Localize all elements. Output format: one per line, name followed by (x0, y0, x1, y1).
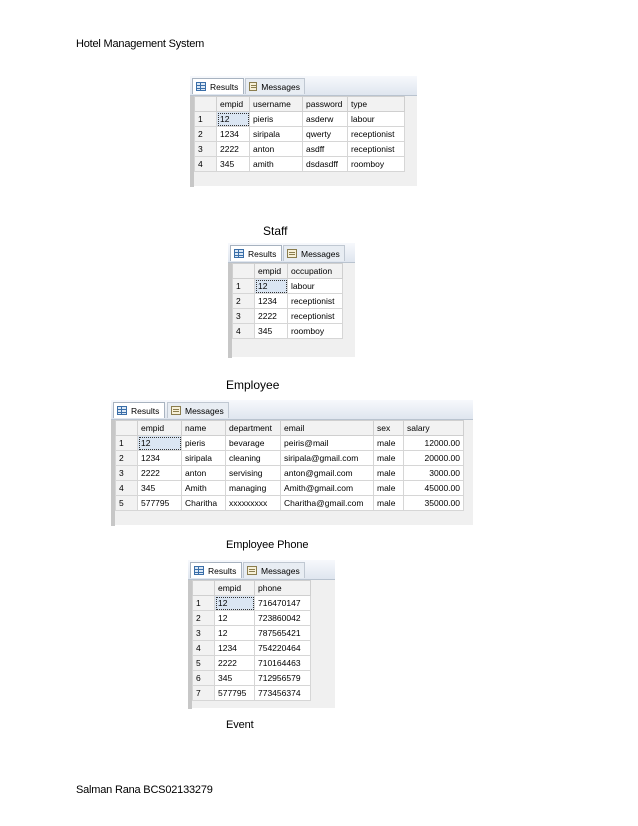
table-cell[interactable]: 754220464 (255, 641, 311, 656)
column-header[interactable]: department (226, 421, 281, 436)
results-grid-area (228, 263, 355, 358)
row-number[interactable]: 3 (116, 466, 138, 481)
messages-tab[interactable] (283, 245, 345, 261)
messages-tab[interactable] (245, 78, 305, 94)
row-number[interactable]: 3 (193, 626, 215, 641)
table-cell[interactable]: 345 (217, 157, 250, 172)
table-cell[interactable]: 2222 (138, 466, 182, 481)
results-tab-label: Results (208, 565, 237, 576)
results-grid-area (190, 96, 417, 187)
table-cell[interactable]: receptionist (348, 142, 405, 157)
column-header[interactable]: salary (404, 421, 464, 436)
messages-tab[interactable] (243, 562, 305, 578)
caption-employee-phone: Employee Phone (226, 539, 309, 551)
table-cell[interactable]: 2222 (255, 309, 288, 324)
row-number[interactable]: 1 (233, 279, 255, 294)
table-cell[interactable]: 577795 (215, 686, 255, 701)
users-results-pane (190, 76, 417, 186)
table-cell[interactable]: 710164463 (255, 656, 311, 671)
table-cell[interactable]: 577795 (138, 496, 182, 511)
table-cell[interactable]: male (374, 466, 404, 481)
table-cell[interactable]: peiris@mail (281, 436, 374, 451)
messages-icon (249, 82, 257, 91)
column-header[interactable]: email (281, 421, 374, 436)
grid-corner[interactable] (233, 264, 255, 279)
table-cell[interactable]: siripala (250, 127, 303, 142)
row-number[interactable]: 4 (116, 481, 138, 496)
table-cell[interactable]: bevarage (226, 436, 281, 451)
grid-corner[interactable] (116, 421, 138, 436)
table-cell[interactable]: roomboy (348, 157, 405, 172)
table-cell[interactable]: 345 (138, 481, 182, 496)
table-cell[interactable]: 3000.00 (404, 466, 464, 481)
row-number[interactable]: 4 (195, 157, 217, 172)
table-cell[interactable]: amith (250, 157, 303, 172)
table-cell[interactable]: anton (182, 466, 226, 481)
column-header[interactable]: username (250, 97, 303, 112)
row-number[interactable]: 5 (193, 656, 215, 671)
row-number[interactable]: 5 (116, 496, 138, 511)
row-number[interactable]: 1 (195, 112, 217, 127)
results-tab-bar (190, 76, 417, 96)
table-cell[interactable]: male (374, 436, 404, 451)
row-number[interactable]: 4 (193, 641, 215, 656)
staff-grid[interactable] (232, 263, 343, 339)
table-row[interactable] (195, 142, 405, 157)
grid-corner[interactable] (195, 97, 217, 112)
column-header[interactable]: occupation (288, 264, 343, 279)
table-cell[interactable]: cleaning (226, 451, 281, 466)
table-cell[interactable]: 12 (138, 436, 182, 451)
table-row[interactable] (233, 279, 343, 294)
employee-results-pane (111, 400, 473, 525)
table-cell[interactable]: Charitha (182, 496, 226, 511)
table-cell[interactable]: 12 (255, 279, 288, 294)
results-grid-area (188, 580, 335, 709)
table-cell[interactable]: 35000.00 (404, 496, 464, 511)
row-number[interactable]: 2 (233, 294, 255, 309)
table-cell[interactable]: male (374, 451, 404, 466)
row-number[interactable]: 1 (193, 596, 215, 611)
table-cell[interactable]: asdff (303, 142, 348, 157)
table-row[interactable] (195, 127, 405, 142)
results-tab-label: Results (131, 405, 160, 416)
column-header[interactable]: sex (374, 421, 404, 436)
table-cell[interactable]: receptionist (288, 309, 343, 324)
row-number[interactable]: 7 (193, 686, 215, 701)
table-cell[interactable]: 787565421 (255, 626, 311, 641)
table-cell[interactable]: labour (348, 112, 405, 127)
column-header[interactable]: empid (217, 97, 250, 112)
messages-tab-label: Messages (261, 565, 300, 576)
phone-grid[interactable] (192, 580, 311, 701)
table-cell[interactable]: pieris (250, 112, 303, 127)
results-tab-label: Results (248, 248, 277, 259)
table-row[interactable] (193, 611, 311, 626)
row-number[interactable]: 2 (116, 451, 138, 466)
table-cell[interactable]: qwerty (303, 127, 348, 142)
row-number[interactable]: 3 (195, 142, 217, 157)
document-header: Hotel Management System (76, 38, 205, 50)
results-tab[interactable] (192, 78, 244, 94)
caption-event: Event (226, 719, 254, 731)
messages-tab[interactable] (167, 402, 229, 418)
column-header[interactable]: type (348, 97, 405, 112)
messages-tab-label: Messages (261, 81, 300, 92)
table-cell[interactable]: 2222 (215, 656, 255, 671)
table-cell[interactable]: pieris (182, 436, 226, 451)
grid-icon (196, 82, 206, 91)
table-cell[interactable]: dsdasdff (303, 157, 348, 172)
table-cell[interactable]: 45000.00 (404, 481, 464, 496)
staff-results-pane (228, 243, 355, 357)
row-number[interactable]: 2 (195, 127, 217, 142)
table-row[interactable] (193, 656, 311, 671)
table-cell[interactable]: 12 (215, 626, 255, 641)
row-number[interactable]: 4 (233, 324, 255, 339)
grid-corner[interactable] (193, 581, 215, 596)
table-cell[interactable]: 712956579 (255, 671, 311, 686)
table-cell[interactable]: siripala (182, 451, 226, 466)
table-row[interactable] (116, 496, 464, 511)
header-row (116, 421, 464, 436)
table-cell[interactable]: male (374, 496, 404, 511)
column-header[interactable]: empid (138, 421, 182, 436)
header-row (193, 581, 311, 596)
table-cell[interactable]: 1234 (217, 127, 250, 142)
table-cell[interactable]: receptionist (288, 294, 343, 309)
grid-icon (234, 249, 244, 258)
results-tab[interactable] (230, 245, 282, 261)
row-number[interactable]: 2 (193, 611, 215, 626)
table-cell[interactable]: roomboy (288, 324, 343, 339)
messages-tab-label: Messages (185, 405, 224, 416)
column-header[interactable]: empid (215, 581, 255, 596)
table-cell[interactable]: 1234 (138, 451, 182, 466)
results-tab-bar (111, 400, 473, 420)
table-cell[interactable]: 12 (217, 112, 250, 127)
grid-icon (117, 406, 127, 415)
table-cell[interactable]: xxxxxxxxx (226, 496, 281, 511)
results-grid-area (111, 420, 473, 526)
table-cell[interactable]: 345 (215, 671, 255, 686)
phone-results-pane (188, 560, 335, 708)
table-cell[interactable]: 20000.00 (404, 451, 464, 466)
table-cell[interactable]: siripala@gmail.com (281, 451, 374, 466)
table-cell[interactable]: receptionist (348, 127, 405, 142)
messages-icon (287, 249, 297, 258)
table-cell[interactable]: 12 (215, 611, 255, 626)
table-row[interactable] (195, 112, 405, 127)
table-cell[interactable]: 716470147 (255, 596, 311, 611)
table-cell[interactable]: 773456374 (255, 686, 311, 701)
grid-icon (194, 566, 204, 575)
table-row[interactable] (193, 596, 311, 611)
row-number[interactable]: 1 (116, 436, 138, 451)
results-tab[interactable] (113, 402, 165, 418)
header-row (233, 264, 343, 279)
table-cell[interactable]: servising (226, 466, 281, 481)
table-row[interactable] (193, 626, 311, 641)
table-cell[interactable]: managing (226, 481, 281, 496)
table-row[interactable] (195, 157, 405, 172)
table-row[interactable] (193, 686, 311, 701)
row-number[interactable]: 6 (193, 671, 215, 686)
results-tab-bar (188, 560, 335, 580)
employee-grid[interactable] (115, 420, 464, 511)
table-cell[interactable]: Amith (182, 481, 226, 496)
row-number[interactable]: 3 (233, 309, 255, 324)
caption-staff: Staff (263, 224, 288, 238)
table-cell[interactable]: anton@gmail.com (281, 466, 374, 481)
table-row[interactable] (233, 324, 343, 339)
messages-tab-label: Messages (301, 248, 340, 259)
table-row[interactable] (233, 294, 343, 309)
messages-icon (171, 406, 181, 415)
table-row[interactable] (116, 451, 464, 466)
results-tab-label: Results (210, 81, 239, 92)
header-row (195, 97, 405, 112)
table-cell[interactable]: 1234 (215, 641, 255, 656)
table-cell[interactable]: 1234 (255, 294, 288, 309)
table-cell[interactable]: 723860042 (255, 611, 311, 626)
table-cell[interactable]: labour (288, 279, 343, 294)
results-tab[interactable] (190, 562, 242, 578)
table-row[interactable] (116, 436, 464, 451)
column-header[interactable]: password (303, 97, 348, 112)
table-row[interactable] (116, 481, 464, 496)
column-header[interactable]: name (182, 421, 226, 436)
table-cell[interactable]: anton (250, 142, 303, 157)
table-row[interactable] (116, 466, 464, 481)
table-cell[interactable]: 345 (255, 324, 288, 339)
column-header[interactable]: phone (255, 581, 311, 596)
table-cell[interactable]: 2222 (217, 142, 250, 157)
table-cell[interactable]: 12000.00 (404, 436, 464, 451)
column-header[interactable]: empid (255, 264, 288, 279)
table-row[interactable] (193, 671, 311, 686)
users-grid[interactable] (194, 96, 405, 172)
table-row[interactable] (193, 641, 311, 656)
document-footer: Salman Rana BCS02133279 (76, 784, 213, 796)
table-cell[interactable]: male (374, 481, 404, 496)
table-row[interactable] (233, 309, 343, 324)
results-tab-bar (228, 243, 355, 263)
table-cell[interactable]: Amith@gmail.com (281, 481, 374, 496)
table-cell[interactable]: 12 (215, 596, 255, 611)
table-cell[interactable]: asderw (303, 112, 348, 127)
messages-icon (247, 566, 257, 575)
caption-employee: Employee (226, 378, 280, 392)
table-cell[interactable]: Charitha@gmail.com (281, 496, 374, 511)
